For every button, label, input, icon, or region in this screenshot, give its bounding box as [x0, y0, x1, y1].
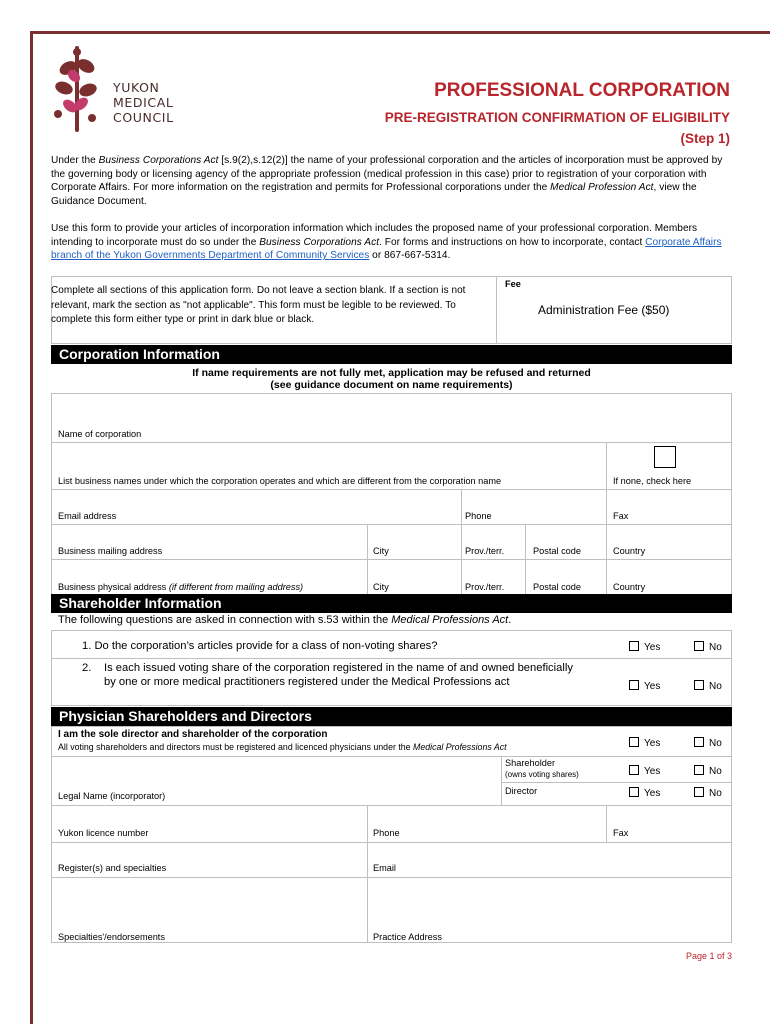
text: No	[709, 681, 722, 692]
text: Medical Profession Act	[550, 182, 654, 194]
text: Under the	[51, 155, 99, 166]
checkbox-icon	[629, 680, 639, 690]
question-2: Is each issued voting share of the corporation registered in the name of and owned beneficially by one or more medical practitioners registered under the Medical Professions act	[104, 662, 573, 688]
title-main: PROFESSIONAL CORPORATION	[434, 80, 730, 101]
q2-no-checkbox[interactable]	[694, 680, 722, 692]
shareholder-label: Shareholder	[505, 758, 556, 768]
text: No	[709, 738, 722, 749]
q1-no-checkbox[interactable]	[694, 641, 722, 653]
checkbox-icon	[694, 641, 704, 651]
director-label: Director	[505, 786, 538, 796]
phys-phone-field[interactable]	[367, 805, 607, 843]
phys-email-label: Email	[373, 863, 396, 873]
phone-label: Phone	[465, 511, 492, 521]
title-step: (Step 1)	[680, 131, 730, 146]
corporate-affairs-link[interactable]: Corporate Affairs branch of the Yukon Governments Department of Community Services	[51, 236, 722, 262]
director-no-checkbox[interactable]	[694, 787, 722, 799]
city-label: City	[373, 582, 389, 592]
text: (if different from mailing address)	[168, 582, 304, 592]
checkbox-icon	[694, 680, 704, 690]
shareholder-intro	[58, 613, 511, 627]
text: Yes	[644, 788, 661, 799]
if-none-label: If none, check here	[613, 476, 692, 486]
text: . For forms and instructions on how to incorporate, contact	[379, 236, 646, 248]
instructions-text: Complete all sections of this application form. Do not leave a section blank. If a section is not relevant, mark the section as "not applicable". This form must be legible to be reviewed. To complete this form either type or print in dark blue or black.	[51, 285, 466, 325]
corporation-info-header: Corporation Information	[51, 345, 732, 364]
text: No	[709, 766, 722, 777]
director-yes-checkbox[interactable]	[629, 787, 660, 799]
name-label: Name of corporation	[58, 429, 142, 439]
phys-phone-label: Phone	[373, 828, 400, 838]
text: Business Corporations Act	[98, 155, 219, 166]
page-number: Page 1 of 3	[685, 951, 732, 961]
email-label: Email address	[58, 511, 117, 521]
text: Yes	[644, 766, 661, 777]
sole-no-checkbox[interactable]	[694, 737, 722, 749]
mailing-label: Business mailing address	[58, 546, 163, 556]
country-label: Country	[613, 582, 646, 592]
note-line: If name requirements are not fully met, application may be refused and returned	[192, 367, 591, 379]
specialties-label: Specialties'/endorsements	[58, 932, 165, 942]
intro-paragraph-1	[51, 154, 733, 209]
checkbox-icon	[694, 737, 704, 747]
text: Use this form to provide your articles of incorporation information which includes the proposed name of your professional corporation. Members intending to incorporate must do so under the	[51, 223, 698, 248]
checkbox-icon	[629, 737, 639, 747]
logo-line: MEDICAL	[113, 95, 174, 110]
text: or 867-667-5314.	[369, 250, 451, 262]
text: Yes	[644, 642, 661, 653]
legal-name-label: Legal Name (incorporator)	[58, 791, 166, 801]
text: Medical Professions Act	[413, 742, 507, 752]
sole-yes-checkbox[interactable]	[629, 737, 660, 749]
text: Business physical address	[58, 582, 169, 592]
shareholder-no-checkbox[interactable]	[694, 765, 722, 777]
phys-fax-label: Fax	[613, 828, 629, 838]
text: , view the Guidance Document.	[51, 182, 697, 208]
register-label: Register(s) and specialties	[58, 863, 167, 873]
fee-label: Fee	[505, 279, 521, 289]
shareholder-info-header: Shareholder Information	[51, 594, 732, 613]
form-title	[385, 80, 730, 146]
shareholder-yes-checkbox[interactable]	[629, 765, 660, 777]
text: No	[709, 642, 722, 653]
logo-text	[113, 80, 174, 125]
title-sub: PRE-REGISTRATION CONFIRMATION OF ELIGIBILITY	[384, 110, 730, 125]
city-label: City	[373, 546, 389, 556]
note-line: (see guidance document on name requirements)	[270, 379, 513, 391]
if-none-checkbox[interactable]	[654, 446, 676, 468]
checkbox-icon	[694, 787, 704, 797]
logo-line: COUNCIL	[113, 110, 174, 125]
text: Business Corporations Act	[259, 236, 380, 248]
checkbox-icon	[629, 787, 639, 797]
checkbox-icon	[694, 765, 704, 775]
owns-voting-label: (owns voting shares)	[505, 770, 579, 779]
prov-label: Prov./terr.	[465, 546, 505, 556]
text: .	[508, 614, 512, 626]
text: All voting shareholders and directors must be registered and licenced physicians under the	[58, 742, 414, 752]
business-names-label: List business names under which the corporation operates and which are different from the corporation name	[58, 476, 502, 486]
postal-label: Postal code	[533, 582, 582, 592]
q1-yes-checkbox[interactable]	[629, 641, 660, 653]
country-label: Country	[613, 546, 646, 556]
physician-note	[58, 742, 507, 752]
text: Yes	[644, 738, 661, 749]
practice-label: Practice Address	[373, 932, 442, 942]
question-1: 1. Do the corporation’s articles provide for a class of non-voting shares?	[82, 640, 438, 652]
fax-label: Fax	[613, 511, 629, 521]
text: The following questions are asked in connection with s.53 within the	[58, 614, 392, 626]
text: Medical Professions Act	[391, 614, 509, 626]
physical-label	[58, 582, 303, 592]
q2-yes-checkbox[interactable]	[629, 680, 660, 692]
fee-value: Administration Fee ($50)	[538, 303, 670, 317]
corporation-name-field[interactable]	[51, 393, 732, 443]
licence-label: Yukon licence number	[58, 828, 149, 838]
text: [s.9(2),s.12(2)] the name of your professional corporation and the articles of incorporation must be approved by the governing body or licensing agency of the appropriate profession (medical profession in this case) prior to registration of your corporation with Corporate Affairs. For more information on the registration and permits for Professional corporations under the	[51, 155, 723, 194]
question-2-number: 2.	[82, 662, 92, 674]
sole-director-label: I am the sole director and shareholder of the corporation	[58, 729, 328, 740]
name-requirements-note	[51, 367, 732, 391]
frame-top-border	[30, 31, 770, 34]
frame-left-border	[30, 31, 33, 1024]
physician-header: Physician Shareholders and Directors	[51, 707, 732, 726]
text: No	[709, 788, 722, 799]
checkbox-icon	[629, 765, 639, 775]
intro-paragraph-2	[51, 222, 733, 263]
postal-label: Postal code	[533, 546, 582, 556]
text: Yes	[644, 681, 661, 692]
phys-email-field[interactable]	[367, 842, 732, 878]
checkbox-icon	[629, 641, 639, 651]
logo-line: YUKON	[113, 80, 160, 95]
prov-label: Prov./terr.	[465, 582, 505, 592]
